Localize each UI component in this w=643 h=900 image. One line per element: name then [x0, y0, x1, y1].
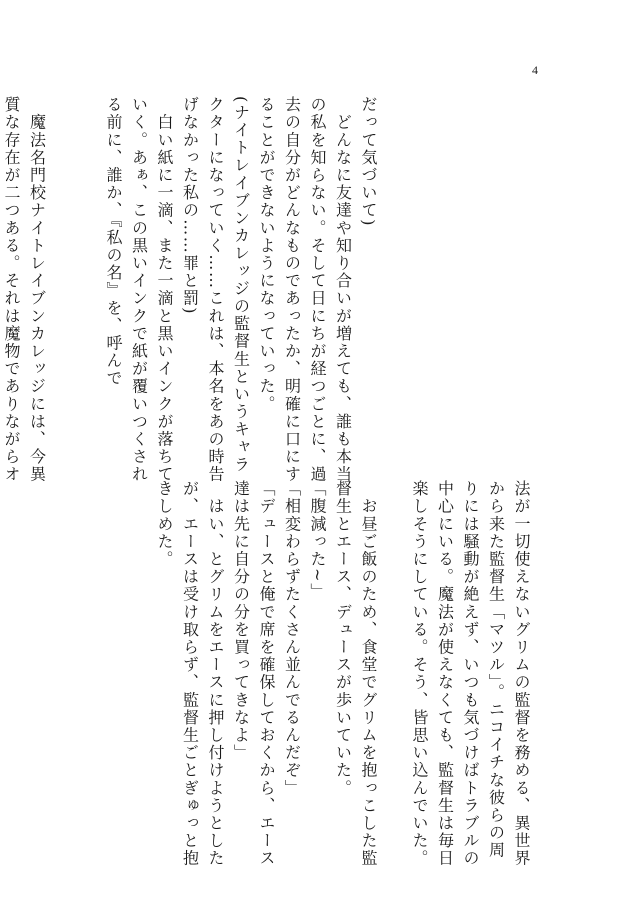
text-line: 白い紙に一滴、また一滴と黒いインクが落ちて — [155, 96, 174, 484]
text-line: る前に、誰か、『私の名』を、呼んで — [104, 96, 123, 388]
dialogue-line: 「デュースと俺で席を確保しておくから、エース — [257, 480, 276, 868]
paragraph-gap — [381, 480, 407, 820]
text-line: が、エースは受け取らず、監督生ごとぎゅっと抱 — [180, 480, 200, 868]
text-line: 魔法名門校ナイトレイブンカレッジには、今異 — [27, 96, 47, 484]
dialogue-line: 「相変わらずたくさん並んでるんだぞ」 — [282, 480, 302, 797]
text-line: だって気づいて) — [359, 96, 378, 228]
text-line: お昼ご飯のため、食堂でグリムを抱っこした監 — [359, 480, 378, 868]
text-line: 中心にいる。魔法が使えなくても、監督生は毎日 — [435, 480, 455, 868]
text-line: 法が一切使えないグリムの監督を務める、異世界 — [512, 480, 531, 868]
dialogue-line: 「腹減った~」 — [308, 480, 327, 601]
text-line: 質な存在が二つある。それは魔物でありながらオ — [2, 96, 21, 484]
paragraph-gap — [50, 96, 76, 441]
text-line: げなかった私の……罪と罰) — [180, 96, 200, 316]
text-line: 楽しそうにしている。そう、皆思い込んでいた。 — [410, 480, 429, 868]
text-line: クターになっていく……これは、本名をあの時告 — [206, 96, 225, 484]
text-line: の私を知らない。そして日にちが経つごとに、過 — [308, 96, 327, 484]
text-line: (ナイトレイブンカレッジの監督生というキャラ — [231, 96, 251, 474]
top-text-block — [0, 96, 381, 484]
paragraph-gap — [75, 96, 101, 441]
page-number: 4 — [532, 63, 538, 77]
text-line: ることができないようになっていった。 — [257, 96, 276, 413]
text-line: から来た監督生「マツル」。ニコイチな彼らの周 — [486, 480, 506, 860]
text-line: どんなに友達や知り合いが増えても、誰も本当 — [333, 96, 353, 484]
dialogue-line: 達は先に自分の分を買ってきなよ」 — [231, 480, 251, 762]
text-line: いく。あぁ、この黒いインクで紙が覆いつくされ — [129, 96, 149, 484]
text-line: 去の自分がどんなものであったか、明確に口にす — [282, 96, 302, 484]
text-line: はい、とグリムをエースに押し付けようとした — [206, 480, 225, 868]
text-line: りには騒動が絶えず、いつも気づけばトラブルの — [461, 480, 480, 868]
bottom-text-block — [152, 480, 535, 868]
text-line: 督生とエース、デュースが歩いていた。 — [333, 480, 353, 797]
text-line: きしめた。 — [155, 480, 174, 568]
